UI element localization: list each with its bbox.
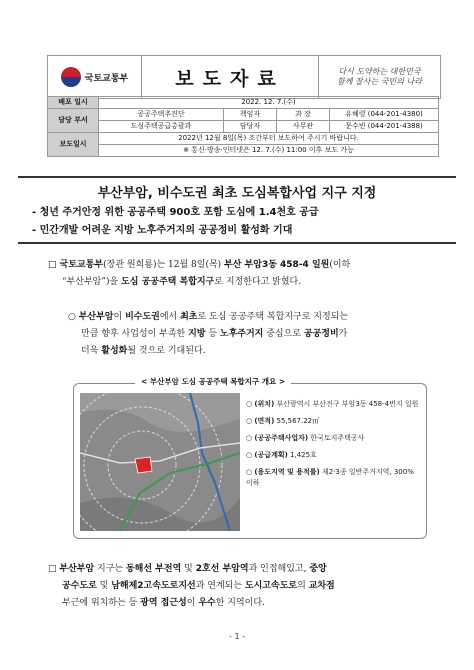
department-label: 담당 부서 xyxy=(48,109,99,133)
fact-label: (위치) xyxy=(254,400,275,408)
p2-text: 등 xyxy=(205,329,220,339)
p2-text: 에서 xyxy=(159,312,181,322)
rank-cell: 과 장 xyxy=(277,109,330,121)
figure-title: < 부산부암 도심 공공주택 복합지구 개요 > xyxy=(135,376,291,387)
table-row xyxy=(48,121,439,133)
p3-text: 지구는 xyxy=(94,564,126,574)
p2-text: 노후주거지 xyxy=(219,329,264,339)
fact-supply: ○ (공급계획) 1,425호 xyxy=(246,451,317,459)
p2-text: 이 xyxy=(113,312,126,322)
fact-value: 55,567.22㎡ xyxy=(274,417,320,425)
paragraph-2 xyxy=(68,309,448,360)
p2-text: 더욱 xyxy=(81,346,102,356)
p2-text: 최초 xyxy=(180,312,198,322)
p3-text: 2호선 부암역 xyxy=(195,564,249,574)
p3-text: 과 연계되는 xyxy=(195,581,245,591)
paragraph-1 xyxy=(48,257,448,291)
p1-text: □ 국토교통부 xyxy=(48,260,104,270)
overview-facts xyxy=(246,399,421,495)
p2-text: 가 xyxy=(338,329,348,339)
p2-text: 부산부암 xyxy=(78,312,114,322)
p3-text: 한 지역이다. xyxy=(215,598,265,608)
report-note: 2022년 12월 8일(목) 조간부터 보도하여 주시기 바랍니다. xyxy=(99,133,439,145)
p1-text: 부산 부암3동 458-4 일원 xyxy=(224,260,330,270)
p3-text: 우수 xyxy=(198,598,216,608)
p1-text: “부산부암”)을 xyxy=(62,277,122,287)
fact-zoning: ○ (용도지역 및 용적률) 제2·3종 일반주거지역, 300% 이하 xyxy=(246,468,414,487)
report-time-label: 보도일시 xyxy=(48,133,99,157)
press-header xyxy=(47,55,441,99)
report-note-broadcast: ※ 통신·방송·인터넷은 12. 7.(수) 11:00 이후 보도 가능 xyxy=(99,145,439,157)
p1-text: (장관 원희룡)는 12월 8일(목) xyxy=(103,260,225,270)
fact-operator: ○ (공공주택사업자) 한국토지주택공사 xyxy=(246,434,365,442)
p3-text: 광역 접근성 xyxy=(140,598,187,608)
contact-cell: 유혜령 (044-201-4380) xyxy=(330,109,439,121)
document-title: 보도자료 xyxy=(142,56,319,98)
fact-label: (용도지역 및 용적률) xyxy=(254,468,320,476)
fact-label: (공급계획) xyxy=(254,451,288,459)
fact-value: 1,425호 xyxy=(287,451,317,459)
p1-text: 도심 공공주택 복합지구 xyxy=(121,277,215,287)
p1-text: (이하 xyxy=(329,260,351,270)
fact-label: (공공주택사업자) xyxy=(254,434,309,442)
fact-value: 제2·3종 일반주거지역, 300% 이하 xyxy=(246,468,414,487)
fact-area: ○ (면적) 55,567.22㎡ xyxy=(246,417,320,425)
p2-text: 중심으로 xyxy=(263,329,304,339)
p2-text: 비수도권 xyxy=(125,312,160,322)
contact-cell: 문수빈 (044-201-4388) xyxy=(330,121,439,133)
distribution-label: 배포 일시 xyxy=(48,97,99,109)
p3-text: 부산부암 xyxy=(59,564,95,574)
p3-text: 동해선 부전역 xyxy=(125,564,182,574)
slogan-line-1: 다시 도약하는 대한민국 xyxy=(338,67,421,76)
p2-text: 지방 xyxy=(188,329,206,339)
page-number: - 1 - xyxy=(229,632,245,641)
taegeuk-emblem-icon xyxy=(61,67,81,87)
rank-cell: 사무관 xyxy=(277,121,330,133)
headline-box xyxy=(18,176,456,244)
ministry-logo xyxy=(48,56,142,98)
headline-subtitle-1: - 청년 주거안정 위한 공공주택 900호 포함 도심에 1.4천호 공급 xyxy=(32,207,319,218)
slogan-line-2: 함께 잘사는 국민의 나라 xyxy=(337,77,422,86)
table-row xyxy=(48,109,439,121)
ministry-name: 국토교통부 xyxy=(84,73,129,84)
p3-text: 이 xyxy=(186,598,199,608)
department-cell: 공공주택추진단 xyxy=(99,109,224,121)
contact-info-table xyxy=(47,96,439,157)
paragraph-3 xyxy=(48,561,448,612)
p3-text: 공수도로 xyxy=(62,581,97,591)
p2-text: 만큼 향후 사업성이 부족한 xyxy=(81,329,189,339)
fact-value: 부산광역시 부산진구 부암3동 458-4번지 일원 xyxy=(274,400,419,408)
role-cell: 담당자 xyxy=(224,121,277,133)
p3-text: 중앙 xyxy=(309,564,327,574)
p2-text: 활성화 xyxy=(101,346,128,356)
p1-text: 로 지정한다고 밝혔다. xyxy=(214,277,302,287)
role-cell: 책임자 xyxy=(224,109,277,121)
p3-text: 도시고속도로 xyxy=(244,581,298,591)
distribution-date: 2022. 12. 7.(수) xyxy=(99,97,439,109)
p3-text: 및 xyxy=(181,564,196,574)
p3-text: □ xyxy=(48,564,60,574)
table-row xyxy=(48,133,439,145)
headline-subtitle-2: - 민간개발 어려운 지방 노후주거지의 공공정비 활성화 기대 xyxy=(32,225,293,236)
p2-text: 될 것으로 기대된다. xyxy=(127,346,206,356)
p2-text: ○ xyxy=(68,312,79,322)
fact-value: 한국토지주택공사 xyxy=(308,434,365,442)
headline-title: 부산부암, 비수도권 최초 도심복합사업 지구 지정 xyxy=(97,186,377,201)
p3-text: 교차점 xyxy=(308,581,335,591)
fact-location: ○ (위치) 부산광역시 부산진구 부암3동 458-4번지 일원 xyxy=(246,400,419,408)
p3-text: 남해제2고속도로지선 xyxy=(111,581,196,591)
p3-text: 및 xyxy=(96,581,112,591)
p2-text: 공공정비 xyxy=(303,329,339,339)
department-cell: 도심주택공급총괄과 xyxy=(99,121,224,133)
aerial-map-image xyxy=(80,393,240,531)
district-aerial-map xyxy=(80,393,240,531)
table-row xyxy=(48,97,439,109)
slogan xyxy=(319,56,440,98)
fact-label: (면적) xyxy=(254,417,275,425)
table-row xyxy=(48,145,439,157)
p3-text: 의 xyxy=(297,581,309,591)
p2-text: 로 도심 공공주택 복합지구로 지정되는 xyxy=(197,312,349,322)
p3-text: 부근에 위치하는 등 xyxy=(62,598,141,608)
p3-text: 과 인접해있고, xyxy=(248,564,310,574)
